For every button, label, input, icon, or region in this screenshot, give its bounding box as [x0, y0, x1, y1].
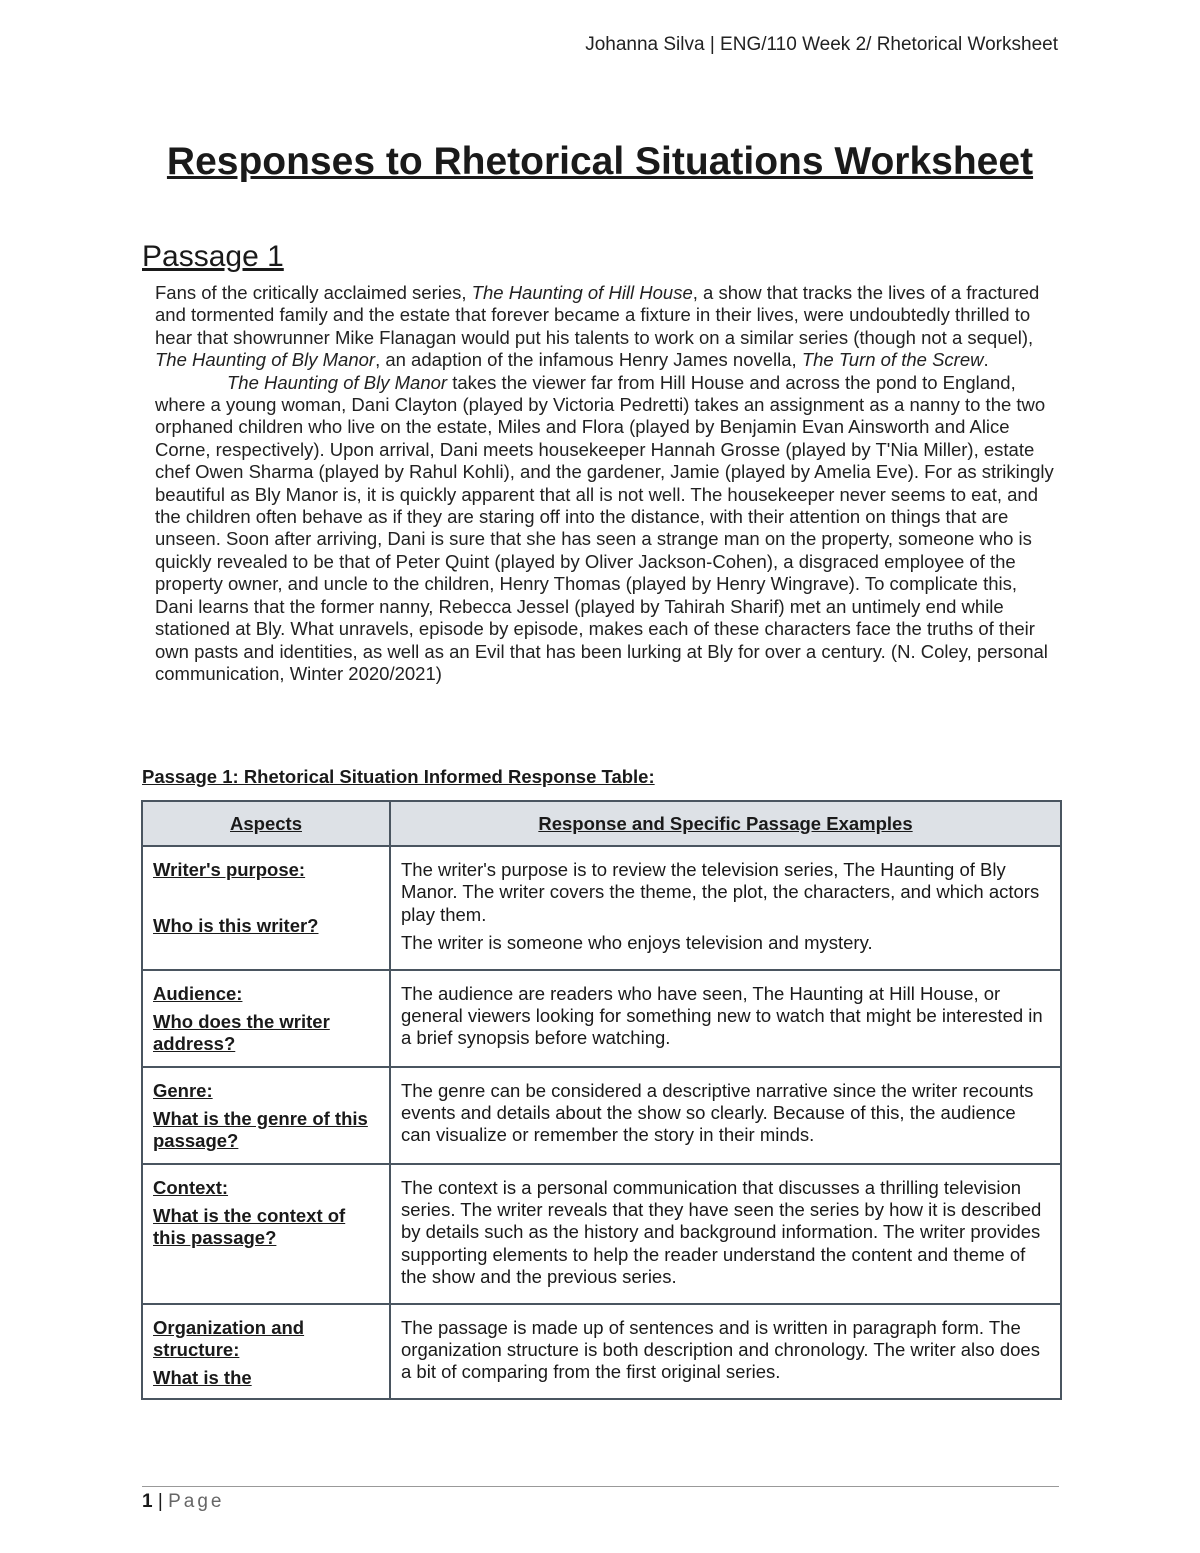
- aspect-question: What is the genre of this passage?: [153, 1108, 368, 1152]
- table-heading: Passage 1: Rhetorical Situation Informed Response Table:: [142, 766, 655, 787]
- aspect-cell: [142, 1164, 390, 1304]
- table-row: [142, 1304, 1061, 1399]
- passage-text: takes the viewer far from Hill House and across the pond to England, where a young woman, Dani Clayton (played by Victoria Pedretti) takes an assignment as a nanny to the two orphaned children who live on the estate, Miles and Flora (played by Benjamin Evan Ainsworth and Alice Corne, respectively). Upon arrival, Dani meets housekeeper Hannah Grosse (played by T'Nia Miller), estate chef Owen Sharma (played by Rahul Kohli), and the gardener, Jamie (played by Amelia Eve). For as strikingly beautiful as Bly Manor is, it is quickly apparent that all is not well. The housekeeper never seems to eat, and the children often behave as if they are staring off into the distance, with their attention on things that are unseen. Soon after arriving, Dani is sure that she has seen a strange man on the property, someone who is quickly revealed to be that of Peter Quint (played by Oliver Jackson-Cohen), a disgraced employee of the property owner, and uncle to the children, Henry Thomas (played by Henry Wingrave). To complicate this, Dani learns that the former nanny, Rebecca Jessel (played by Tahirah Sharif) met an untimely end while stationed at Bly. What unravels, episode by episode, makes each of these characters face the truths of their own pasts and identities, as well as an Evil that has been lurking at Bly for over a century. (N. Coley, personal communication, Winter 2020/2021): [155, 371, 1054, 684]
- table-header-row: [142, 801, 1061, 846]
- response-cell: [390, 1304, 1061, 1399]
- column-header-aspects: Aspects: [142, 801, 390, 846]
- passage-paragraph-2: [155, 372, 1060, 686]
- aspect-question: What is the: [153, 1367, 252, 1389]
- response-text: The writer's purpose is to review the television series, The Haunting of Bly Manor. The writer covers the theme, the plot, the characters, and which actors play them.: [401, 859, 1040, 925]
- response-cell: [390, 1164, 1061, 1304]
- page-label: Page: [168, 1491, 225, 1512]
- aspect-question: Who is this writer?: [153, 915, 319, 937]
- page-title: Responses to Rhetorical Situations Worksheet: [166, 140, 1034, 183]
- page-footer: [142, 1491, 224, 1513]
- aspect-label: Audience:: [153, 982, 243, 1004]
- aspect-cell: [142, 1067, 390, 1164]
- page-number: 1: [142, 1491, 153, 1512]
- passage-text: .: [983, 349, 989, 371]
- response-cell: [390, 846, 1061, 970]
- passage-text: , a show that tracks the lives of a fractured and tormented family and the estate that forever became a fixture in their lives, were undoubtedly thrilled to hear that showrunner Mike Flanagan would put his talents to work on a similar series (though not a sequel),: [155, 282, 1040, 348]
- series-title: The Haunting of Bly Manor: [227, 371, 448, 393]
- passage-heading: Passage 1: [142, 240, 284, 273]
- aspect-cell: [142, 846, 390, 970]
- passage-paragraph-1: [155, 282, 1060, 372]
- response-text: The genre can be considered a descriptive narrative since the writer recounts events and details about the show so clearly. Because of this, the audience can visualize or remember the story in their minds.: [401, 1079, 1034, 1146]
- aspect-question: Who does the writer address?: [153, 1011, 330, 1055]
- response-table: [141, 800, 1062, 1400]
- aspect-label: Context:: [153, 1176, 229, 1198]
- column-header-response: Response and Specific Passage Examples: [390, 801, 1061, 846]
- series-title: The Haunting of Hill House: [471, 282, 693, 303]
- passage-body: [155, 282, 1060, 685]
- aspect-label: Genre:: [153, 1079, 213, 1101]
- response-cell: [390, 970, 1061, 1067]
- table-row: [142, 846, 1061, 970]
- footer-divider: [142, 1486, 1059, 1487]
- passage-text: Fans of the critically acclaimed series,: [155, 282, 472, 303]
- series-title: The Haunting of Bly Manor: [155, 349, 376, 371]
- response-text: The audience are readers who have seen, The Haunting at Hill House, or general viewers looking for something new to watch that might be interested in a brief synopsis before watching.: [401, 982, 1043, 1049]
- aspect-cell: [142, 1304, 390, 1399]
- response-text: The context is a personal communication that discusses a thrilling television series. The writer reveals that they have seen the series by how it is described by details such as the history and background information. The writer provides supporting elements to help the reader understand the content and theme of the show and the previous series.: [401, 1176, 1042, 1288]
- aspect-label: Organization and structure:: [153, 1316, 305, 1361]
- response-cell: [390, 1067, 1061, 1164]
- table-row: [142, 970, 1061, 1067]
- response-text: The passage is made up of sentences and is written in paragraph form. The organization structure is both description and chronology. The writer also does a bit of comparing from the first original series.: [401, 1316, 1040, 1383]
- table-row: [142, 1067, 1061, 1164]
- table-row: [142, 1164, 1061, 1304]
- response-text: The writer is someone who enjoys television and mystery.: [401, 932, 873, 954]
- passage-text: , an adaption of the infamous Henry James novella,: [375, 349, 802, 371]
- aspect-label: Writer's purpose:: [153, 859, 306, 880]
- novella-title: The Turn of the Screw: [801, 349, 984, 371]
- aspect-cell: [142, 970, 390, 1067]
- page-header: Johanna Silva | ENG/110 Week 2/ Rhetorical Worksheet: [585, 34, 1058, 55]
- aspect-question: What is the context of this passage?: [153, 1205, 346, 1249]
- footer-separator: |: [152, 1491, 169, 1512]
